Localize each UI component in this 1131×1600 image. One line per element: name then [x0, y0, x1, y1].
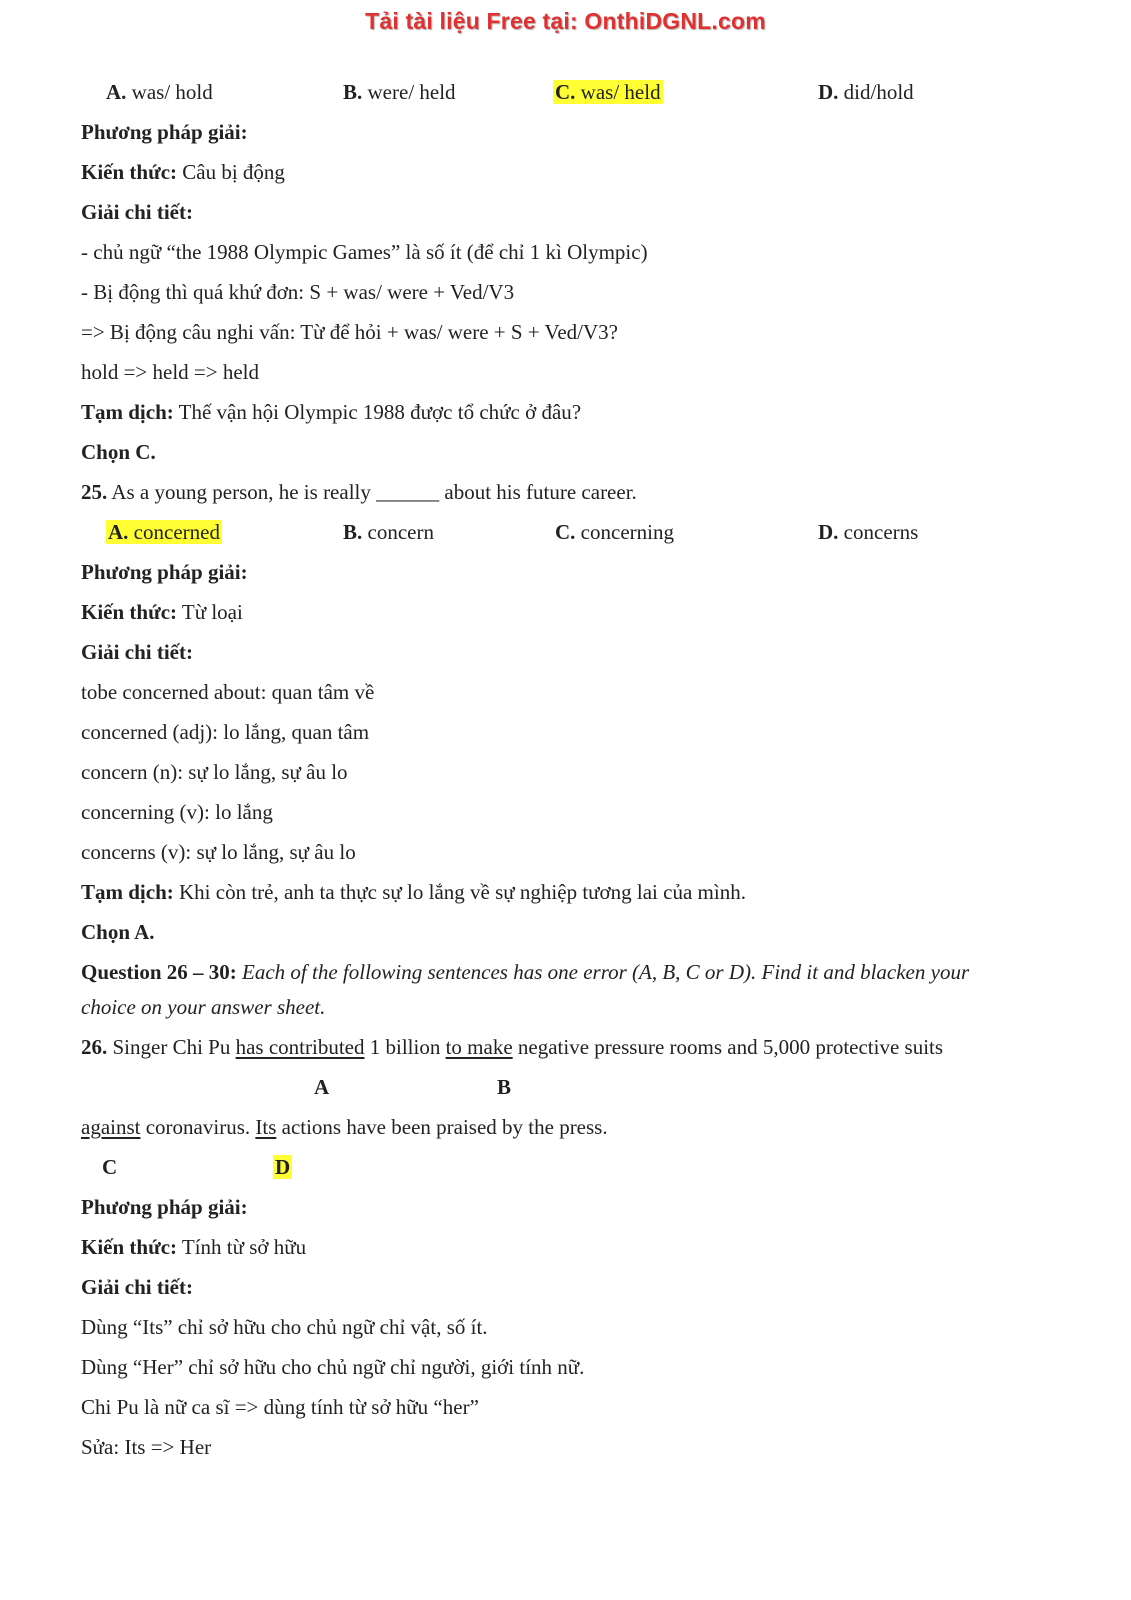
q24-answer: Chọn C. — [81, 440, 156, 464]
q26-sentence-line1: 26. Singer Chi Pu has contributed 1 billion to make negative pressure rooms and 5,000 protective suits — [81, 1035, 944, 1059]
q24-option-c-correct: C. was/ held — [555, 80, 661, 104]
q24-detail-line: => Bị động câu nghi vấn: Từ để hỏi + was/ were + S + Ved/V3? — [81, 320, 618, 344]
q24-detail-heading: Giải chi tiết: — [81, 200, 193, 224]
q26-detail-line: Chi Pu là nữ ca sĩ => dùng tính từ sở hữu “her” — [81, 1395, 479, 1419]
q24-translation: Tạm dịch: Thế vận hội Olympic 1988 được tổ chức ở đâu? — [81, 400, 582, 424]
site-header-banner: Tải tài liệu Free tại: OnthiDGNL.com — [365, 8, 766, 34]
q26-detail-line: Sửa: Its => Her — [81, 1435, 212, 1459]
q24-option-d: D. did/hold — [818, 80, 914, 104]
q25-option-c: C. concerning — [555, 520, 674, 544]
q26-mark-b: B — [497, 1075, 512, 1099]
q24-method-heading: Phương pháp giải: — [81, 120, 248, 144]
q25-detail-line: concerns (v): sự lo lắng, sự âu lo — [81, 840, 356, 864]
q25-option-d: D. concerns — [818, 520, 919, 544]
q25-detail-line: concerning (v): lo lắng — [81, 800, 273, 824]
q25-option-b: B. concern — [343, 520, 434, 544]
q26-detail-line: Dùng “Its” chỉ sở hữu cho chủ ngữ chỉ vật, số ít. — [81, 1315, 488, 1339]
q24-option-a: A. was/ hold — [106, 80, 213, 104]
q25-detail-line: concern (n): sự lo lắng, sự âu lo — [81, 760, 348, 784]
q26-mark-d-correct: D — [275, 1155, 291, 1179]
q24-detail-line: hold => held => held — [81, 360, 260, 384]
q25-answer: Chọn A. — [81, 920, 155, 944]
q24-option-b: B. were/ held — [343, 80, 456, 104]
q26-sentence-line2: against coronavirus. Its actions have been praised by the press. — [81, 1115, 608, 1139]
q26-detail-line: Dùng “Her” chỉ sở hữu cho chủ ngữ chỉ người, giới tính nữ. — [81, 1355, 585, 1379]
q25-method-heading: Phương pháp giải: — [81, 560, 248, 584]
q25-stem: 25. As a young person, he is really ______ about his future career. — [81, 480, 637, 504]
q25-option-a-correct: A. concerned — [108, 520, 220, 544]
q24-detail-line: - Bị động thì quá khứ đơn: S + was/ were + Ved/V3 — [81, 280, 515, 304]
q25-detail-line: tobe concerned about: quan tâm về — [81, 680, 375, 704]
q25-detail-heading: Giải chi tiết: — [81, 640, 193, 664]
section-instruction-cont: choice on your answer sheet. — [81, 995, 326, 1019]
q26-detail-heading: Giải chi tiết: — [81, 1275, 193, 1299]
q25-knowledge: Kiến thức: Từ loại — [81, 600, 243, 624]
q25-translation: Tạm dịch: Khi còn trẻ, anh ta thực sự lo lắng về sự nghiệp tương lai của mình. — [81, 880, 746, 904]
q26-method-heading: Phương pháp giải: — [81, 1195, 248, 1219]
section-instruction: Question 26 – 30: Each of the following sentences has one error (A, B, C or D). Find it and blacken your — [81, 960, 970, 984]
q24-knowledge: Kiến thức: Câu bị động — [81, 160, 285, 184]
q26-mark-a: A — [314, 1075, 330, 1099]
q26-knowledge: Kiến thức: Tính từ sở hữu — [81, 1235, 307, 1259]
q26-mark-c: C — [102, 1155, 118, 1179]
q25-detail-line: concerned (adj): lo lắng, quan tâm — [81, 720, 370, 744]
q24-detail-line: - chủ ngữ “the 1988 Olympic Games” là số ít (để chỉ 1 kì Olympic) — [81, 240, 648, 264]
